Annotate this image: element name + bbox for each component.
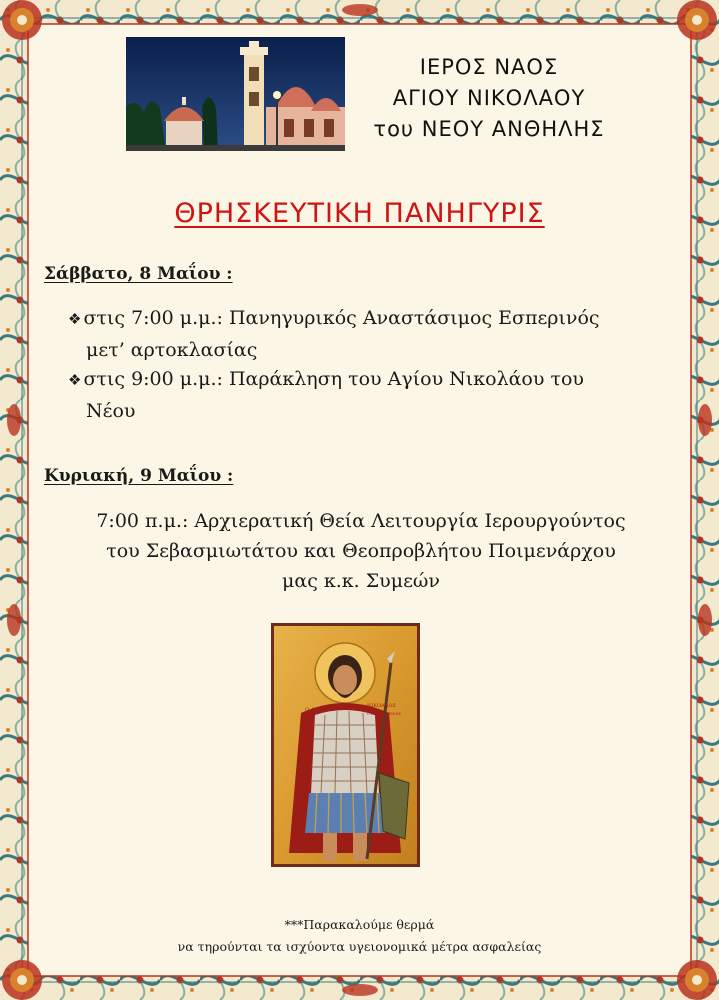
saturday-event-vespers: [68, 303, 678, 366]
event-line-continued: μετ’ αρτοκλασίας: [86, 339, 258, 361]
saturday-event-paraklesis: [68, 364, 678, 427]
church-photo: [126, 37, 345, 151]
liturgy-line: 7:00 π.μ.: Αρχιερατική Θεία Λειτουργία Ιερουργούντος: [96, 510, 626, 532]
church-name-line-1: ΙΕΡΟΣ ΝΑΟΣ: [419, 55, 559, 79]
saturday-heading: Σάββατο, 8 Μαΐου :: [44, 264, 233, 284]
icon-label-line-2: ΝΙΚΟΛΑΟΣ: [367, 703, 397, 709]
church-name: [358, 52, 620, 145]
icon-label-line-3: Ο ΕΝ ΒΟΥΝΕΝΟΙΣ: [367, 712, 401, 716]
church-name-line-3: του ΝΕΟΥ ΑΝΘΗΛΗΣ: [373, 117, 605, 141]
event-line: στις 9:00 μ.μ.: Παράκληση του Αγίου Νικολάου του: [83, 368, 584, 390]
liturgy-line: του Σεβασμιωτάτου και Θεοπροβλήτου Ποιμενάρχου: [106, 540, 616, 562]
footer-line-2: να τηρούνται τα ισχύοντα υγειονομικά μέτρα ασφαλείας: [177, 939, 542, 954]
diamond-bullet-icon: ❖: [68, 310, 82, 328]
corner-ornament-bottom-left: [2, 960, 42, 1000]
feast-title: [0, 198, 719, 229]
corner-ornament-bottom-right: [677, 960, 717, 1000]
footer-note: [0, 914, 719, 958]
event-line-continued: Νέου: [86, 400, 136, 422]
diamond-bullet-icon: ❖: [68, 371, 82, 389]
feast-title-text: ΘΡΗΣΚΕΥΤΙΚΗ ΠΑΝΗΓΥΡΙΣ: [174, 198, 545, 229]
sunday-liturgy: [46, 506, 676, 596]
sunday-heading: Κυριακή, 9 Μαΐου :: [44, 466, 234, 486]
icon-label-line-1: Ο ΑΓΙΟΣ: [305, 707, 328, 713]
corner-ornament-top-right: [677, 0, 717, 40]
corner-ornament-top-left: [2, 0, 42, 40]
saint-icon-image: [271, 623, 420, 867]
church-name-line-2: ΑΓΙΟΥ ΝΙΚΟΛΑΟΥ: [392, 86, 586, 110]
liturgy-line: μας κ.κ. Συμεών: [282, 570, 440, 592]
event-line: στις 7:00 μ.μ.: Πανηγυρικός Αναστάσιμος Εσπερινός: [83, 307, 600, 329]
footer-line-1: ***Παρακαλούμε θερμά: [284, 917, 435, 932]
